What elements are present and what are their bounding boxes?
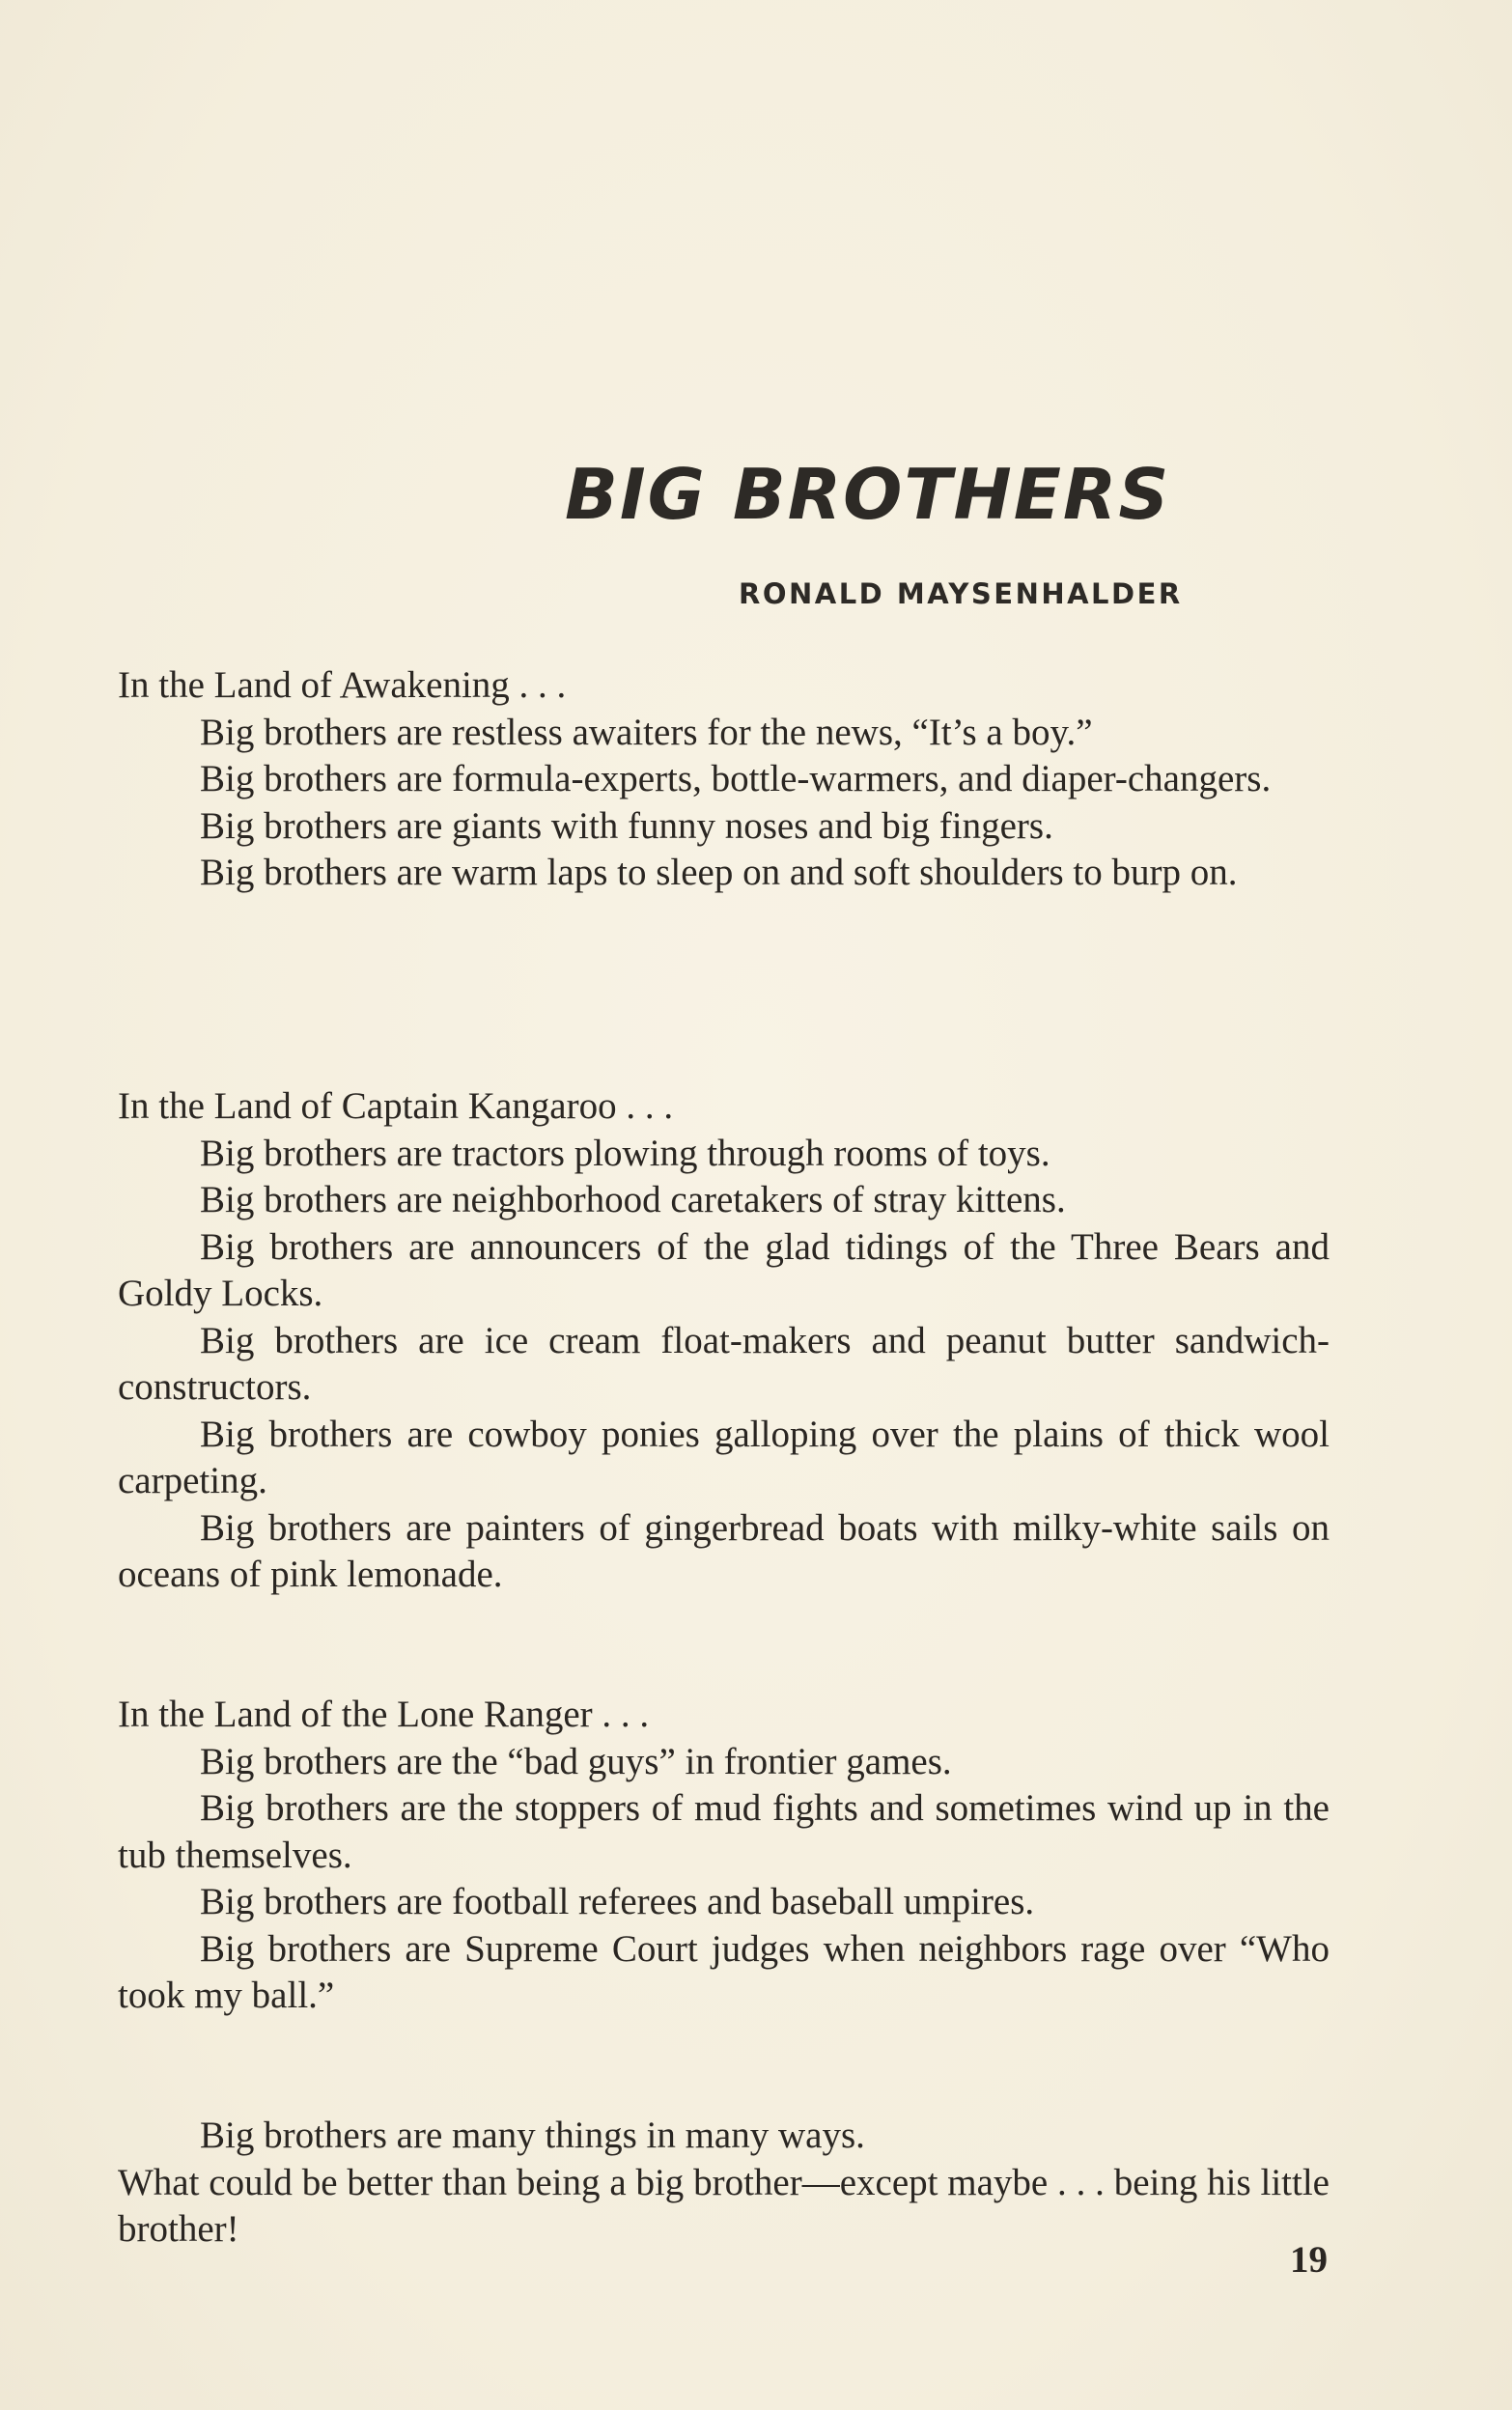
- closing-line: What could be better than being a big brother—except maybe . . . being his little brother!: [118, 2161, 1330, 2250]
- stanza-line: Big brothers are giants with funny noses and big fingers.: [200, 804, 1053, 847]
- stanza-captain-kangaroo: [118, 1083, 1330, 1599]
- stanza-line: Big brothers are tractors plowing through rooms of toys.: [200, 1132, 1050, 1174]
- stanza-lone-ranger: [118, 1692, 1330, 2020]
- stanza-line: Big brothers are warm laps to sleep on and soft shoulders to burp on.: [200, 852, 1238, 893]
- closing-line: Big brothers are many things in many ways.: [200, 2115, 865, 2156]
- stanza-line: Big brothers are formula-experts, bottle-warmers, and diaper-changers.: [200, 758, 1272, 799]
- stanza-line: Big brothers are announcers of the glad tidings of the Three Bears and Goldy Locks.: [118, 1225, 1330, 1314]
- stanza-line: Big brothers are neighborhood caretakers of stray kittens.: [200, 1179, 1066, 1220]
- stanza-line: Big brothers are cowboy ponies galloping over the plains of thick wool carpeting.: [118, 1413, 1330, 1501]
- stanza-intro: In the Land of Captain Kangaroo . . .: [118, 1085, 674, 1127]
- article-title: BIG BROTHERS: [565, 454, 1171, 535]
- stanza-intro: In the Land of the Lone Ranger . . .: [118, 1694, 650, 1735]
- stanza-intro: In the Land of Awakening . . .: [118, 664, 567, 706]
- page-number: 19: [1290, 2239, 1328, 2281]
- stanza-line: Big brothers are restless awaiters for the news, “It’s a boy.”: [200, 711, 1093, 753]
- stanza-line: Big brothers are the stoppers of mud fights and sometimes wind up in the tub themselves.: [118, 1787, 1330, 1876]
- stanza-line: Big brothers are painters of gingerbread boats with milky-white sails on oceans of pink lemonade.: [118, 1506, 1330, 1595]
- closing-stanza: [118, 2113, 1330, 2254]
- stanza-awakening: [118, 662, 1330, 897]
- stanza-line: Big brothers are the “bad guys” in frontier games.: [200, 1740, 952, 1782]
- stanza-line: Big brothers are football referees and baseball umpires.: [200, 1881, 1035, 1922]
- stanza-line: Big brothers are ice cream float-makers and peanut butter sandwich-constructors.: [118, 1319, 1330, 1408]
- author-name: RONALD MAYSENHALDER: [739, 577, 1183, 610]
- stanza-line: Big brothers are Supreme Court judges when neighbors rage over “Who took my ball.”: [118, 1927, 1330, 2016]
